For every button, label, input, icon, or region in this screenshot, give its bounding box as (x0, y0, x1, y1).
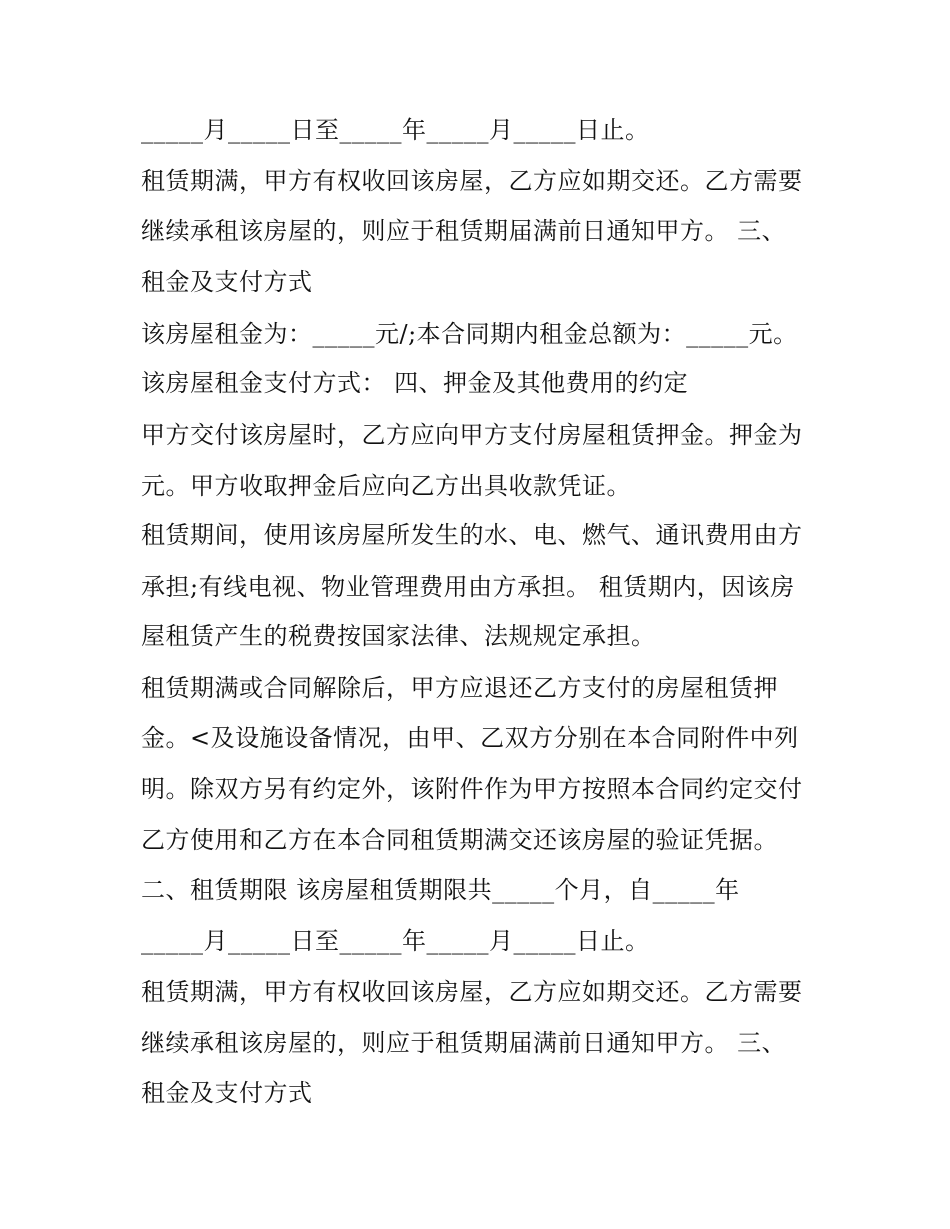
text-line: 该房屋租金为：_____元/;本合同期内租金总额为：_____元。 (141, 320, 798, 348)
text-line: 租金及支付方式 (141, 1079, 313, 1107)
text-line: 金。<及设施设备情况，由甲、乙双方分别在本合同附件中列 (141, 724, 799, 752)
text-line: 乙方使用和乙方在本合同租赁期满交还该房屋的验证凭据。 (141, 826, 778, 854)
text-line: 租赁期间，使用该房屋所发生的水、电、燃气、通讯费用由方 (141, 521, 803, 549)
text-line: 继续承租该房屋的，则应于租赁期届满前日通知甲方。 三、 (141, 217, 787, 245)
text-line: 承担;有线电视、物业管理费用由方承担。 租赁期内，因该房 (141, 573, 795, 601)
text-line: 租赁期满，甲方有权收回该房屋，乙方应如期交还。乙方需要 (141, 167, 803, 195)
text-line: 租赁期满，甲方有权收回该房屋，乙方应如期交还。乙方需要 (141, 978, 803, 1006)
text-line: 屋租赁产生的税费按国家法律、法规规定承担。 (141, 622, 656, 650)
text-line: _____月_____日至_____年_____月_____日止。 (141, 927, 650, 955)
text-line: 二、租赁期限 该房屋租赁期限共_____个月，自_____年 (141, 876, 740, 904)
text-line: 明。除双方另有约定外，该附件作为甲方按照本合同约定交付 (141, 775, 803, 803)
text-line: 租赁期满或合同解除后，甲方应退还乙方支付的房屋租赁押 (141, 674, 778, 702)
text-line: 租金及支付方式 (141, 268, 313, 296)
text-line: 元。甲方收取押金后应向乙方出具收款凭证。 (141, 472, 631, 500)
text-line: 甲方交付该房屋时，乙方应向甲方支付房屋租赁押金。押金为 (141, 421, 803, 449)
text-line: 该房屋租金支付方式： 四、押金及其他费用的约定 (141, 369, 689, 397)
text-line: 继续承租该房屋的，则应于租赁期届满前日通知甲方。 三、 (141, 1029, 787, 1057)
text-line: _____月_____日至_____年_____月_____日止。 (141, 116, 650, 144)
